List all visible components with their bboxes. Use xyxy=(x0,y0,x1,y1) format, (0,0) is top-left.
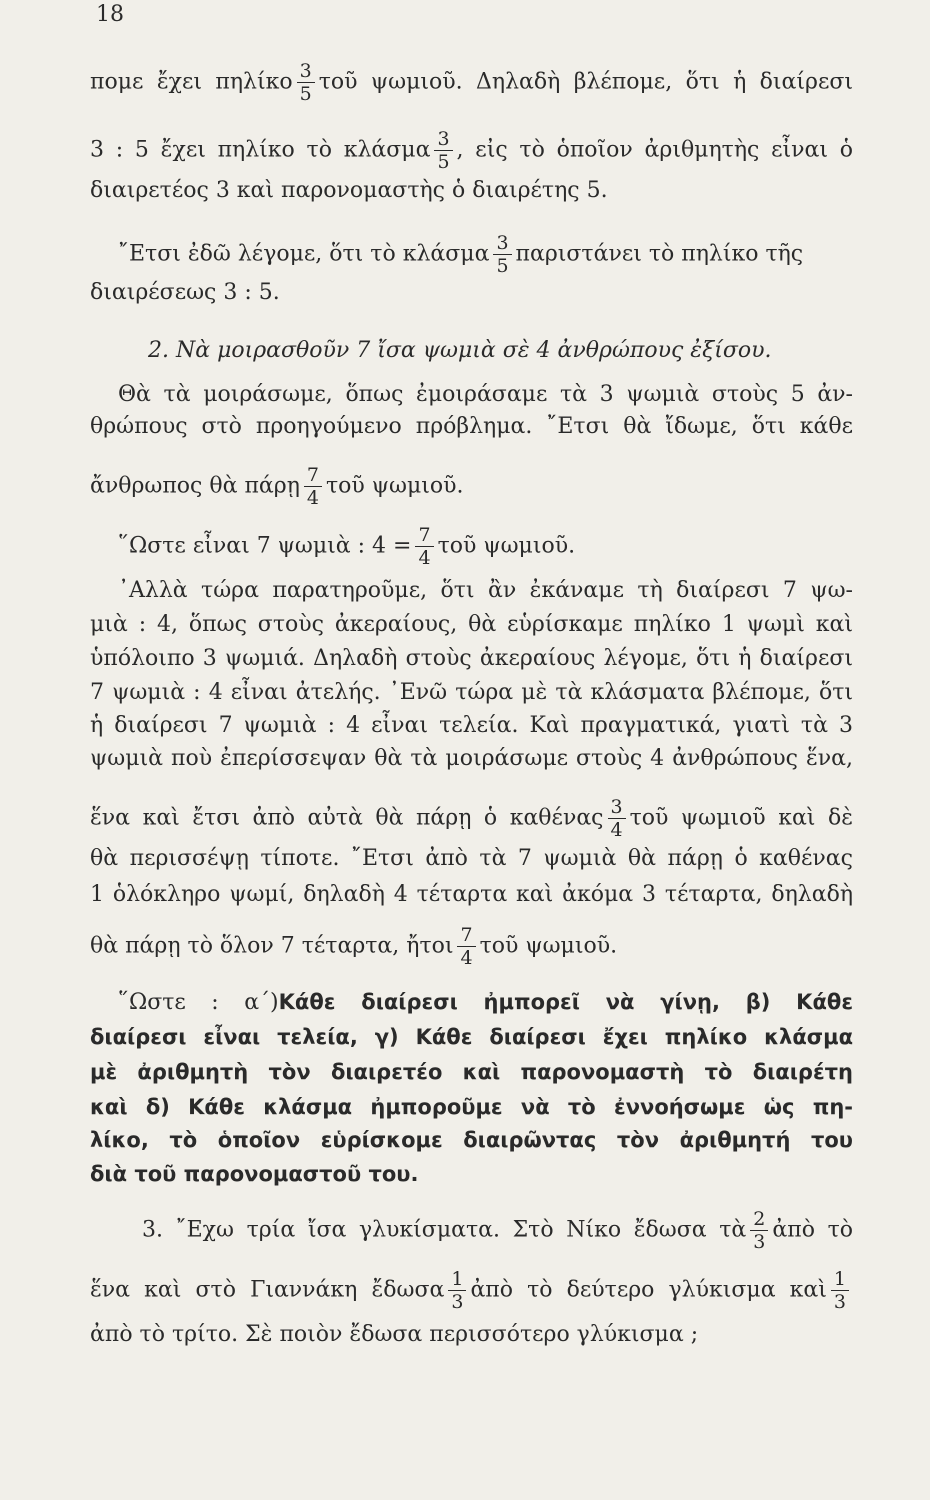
text-line-11: ᾿Αλλὰ τώρα παρατηροῦμε, ὅτι ἂν ἐκάναμε τὴ διαίρεσι 7 ψω- xyxy=(118,578,853,603)
text-line-16: ψωμιὰ ποὺ ἐπερίσσεψαν θὰ τὰ μοιράσωμε στοὺς 4 ἀνθρώπους ἕνα, xyxy=(90,746,853,771)
text-line-5: διαιρέσεως 3 : 5. xyxy=(90,280,280,305)
fraction: $\frac{7}{4}$ xyxy=(457,924,475,969)
text-line-4: ῎Ετσι ἐδῶ λέγομε, ὅτι τὸ κλάσμα $\frac{3}{5}$ παριστάνει τὸ πηλίκο τῆς xyxy=(118,232,804,277)
text-line-14: 7 ψωμιὰ : 4 εἶναι ἀτελής. ᾿Ενῶ τώρα μὲ τὰ κλάσματα βλέπομε, ὅτι xyxy=(90,680,853,705)
fraction: $\frac{7}{4}$ xyxy=(304,464,322,509)
text-line-2: 3 : 5 ἔχει πηλίκο τὸ κλάσμα $\frac{3}{5}$ , εἰς τὸ ὁποῖον ἀριθμητὴς εἶναι ὁ xyxy=(90,128,853,173)
conclusion-line-6: διὰ τοῦ παρονομαστοῦ του. xyxy=(90,1162,419,1186)
conclusion-line-1: ῞Ωστε : α΄)Κάθε διαίρεσι ἠμπορεῖ νὰ γίνῃ, β) Κάθε xyxy=(118,990,854,1015)
page-number: 18 xyxy=(96,2,124,27)
conclusion-line-5: λίκο, τὸ ὁποῖον εὑρίσκομε διαιρῶντας τὸν ἀριθμητή του xyxy=(90,1128,853,1152)
text-line-9: ἄνθρωπος θὰ πάρῃ $\frac{7}{4}$ τοῦ ψωμιοῦ. xyxy=(90,464,464,509)
text-line-3: διαιρετέος 3 καὶ παρονομαστὴς ὁ διαιρέτης 5. xyxy=(90,178,608,203)
conclusion-line-2: διαίρεσι εἶναι τελεία, γ) Κάθε διαίρεσι ἔχει πηλίκο κλάσμα xyxy=(90,1025,853,1049)
fraction: $\frac{1}{3}$ xyxy=(831,1268,849,1313)
problem-3-line-3: ἀπὸ τὸ τρίτο. Σὲ ποιὸν ἔδωσα περισσότερο γλύκισμα ; xyxy=(90,1322,699,1347)
equation-line: ῞Ωστε εἶναι 7 ψωμιὰ : 4 = $\frac{7}{4}$ τοῦ ψωμιοῦ. xyxy=(118,524,576,569)
fraction: $\frac{3}{5}$ xyxy=(493,232,511,277)
fraction: $\frac{3}{4}$ xyxy=(608,796,626,841)
text-line-18: θὰ περισσέψῃ τίποτε. ῎Ετσι ἀπὸ τὰ 7 ψωμιὰ θὰ πάρῃ ὁ καθένας xyxy=(90,846,853,871)
problem-3-line-2: ἕνα καὶ στὸ Γιαννάκη ἔδωσα $\frac{1}{3}$ ἀπὸ τὸ δεύτερο γλύκισμα καὶ $\frac{1}{3}$ xyxy=(90,1268,853,1313)
fraction: $\frac{2}{3}$ xyxy=(750,1208,768,1253)
conclusion-line-4: καὶ δ) Κάθε κλάσμα ἠμποροῦμε νὰ τὸ ἐννοήσωμε ὡς πη- xyxy=(90,1095,853,1119)
conclusion-line-3: μὲ ἀριθμητὴ τὸν διαιρετέο καὶ παρονομαστὴ τὸ διαιρέτη xyxy=(90,1060,853,1084)
text-line-17: ἕνα καὶ ἔτσι ἀπὸ αὐτὰ θὰ πάρῃ ὁ καθένας $\frac{3}{4}$ τοῦ ψωμιοῦ καὶ δὲ xyxy=(90,796,853,841)
text-line-13: ὑπόλοιπο 3 ψωμιά. Δηλαδὴ στοὺς ἀκεραίους λέγομε, ὅτι ἡ διαίρεσι xyxy=(90,646,853,671)
fraction: $\frac{3}{5}$ xyxy=(297,60,315,105)
fraction: $\frac{7}{4}$ xyxy=(415,524,433,569)
text-line-1: πομε ἔχει πηλίκο $\frac{3}{5}$ τοῦ ψωμιοῦ. Δηλαδὴ βλέπομε, ὅτι ἡ διαίρεσι xyxy=(90,60,853,105)
fraction: $\frac{3}{5}$ xyxy=(434,128,452,173)
fraction: $\frac{1}{3}$ xyxy=(448,1268,466,1313)
problem-2-heading: 2. Νὰ μοιρασθοῦν 7 ἴσα ψωμιὰ σὲ 4 ἀνθρώπους ἐξίσου. xyxy=(148,338,772,363)
text-line-7: Θὰ τὰ μοιράσωμε, ὅπως ἐμοιράσαμε τὰ 3 ψωμιὰ στοὺς 5 ἀν- xyxy=(118,382,853,407)
problem-3-line-1: 3. ῎Εχω τρία ἴσα γλυκίσματα. Στὸ Νίκο ἔδωσα τὰ $\frac{2}{3}$ ἀπὸ τὸ xyxy=(142,1208,853,1253)
text-line-15: ἡ διαίρεσι 7 ψωμιὰ : 4 εἶναι τελεία. Καὶ πραγματικά, γιατὶ τὰ 3 xyxy=(90,713,853,738)
text-line-19: 1 ὁλόκληρο ψωμί, δηλαδὴ 4 τέταρτα καὶ ἀκόμα 3 τέταρτα, δηλαδὴ xyxy=(90,882,853,907)
text-line-12: μιὰ : 4, ὅπως στοὺς ἀκεραίους, θὰ εὑρίσκαμε πηλίκο 1 ψωμὶ καὶ xyxy=(90,612,853,637)
text-line-8: θρώπους στὸ προηγούμενο πρόβλημα. ῎Ετσι θὰ ἴδωμε, ὅτι κάθε xyxy=(90,414,853,439)
text-line-20: θὰ πάρῃ τὸ ὅλον 7 τέταρτα, ἤτοι $\frac{7}{4}$ τοῦ ψωμιοῦ. xyxy=(90,924,618,969)
